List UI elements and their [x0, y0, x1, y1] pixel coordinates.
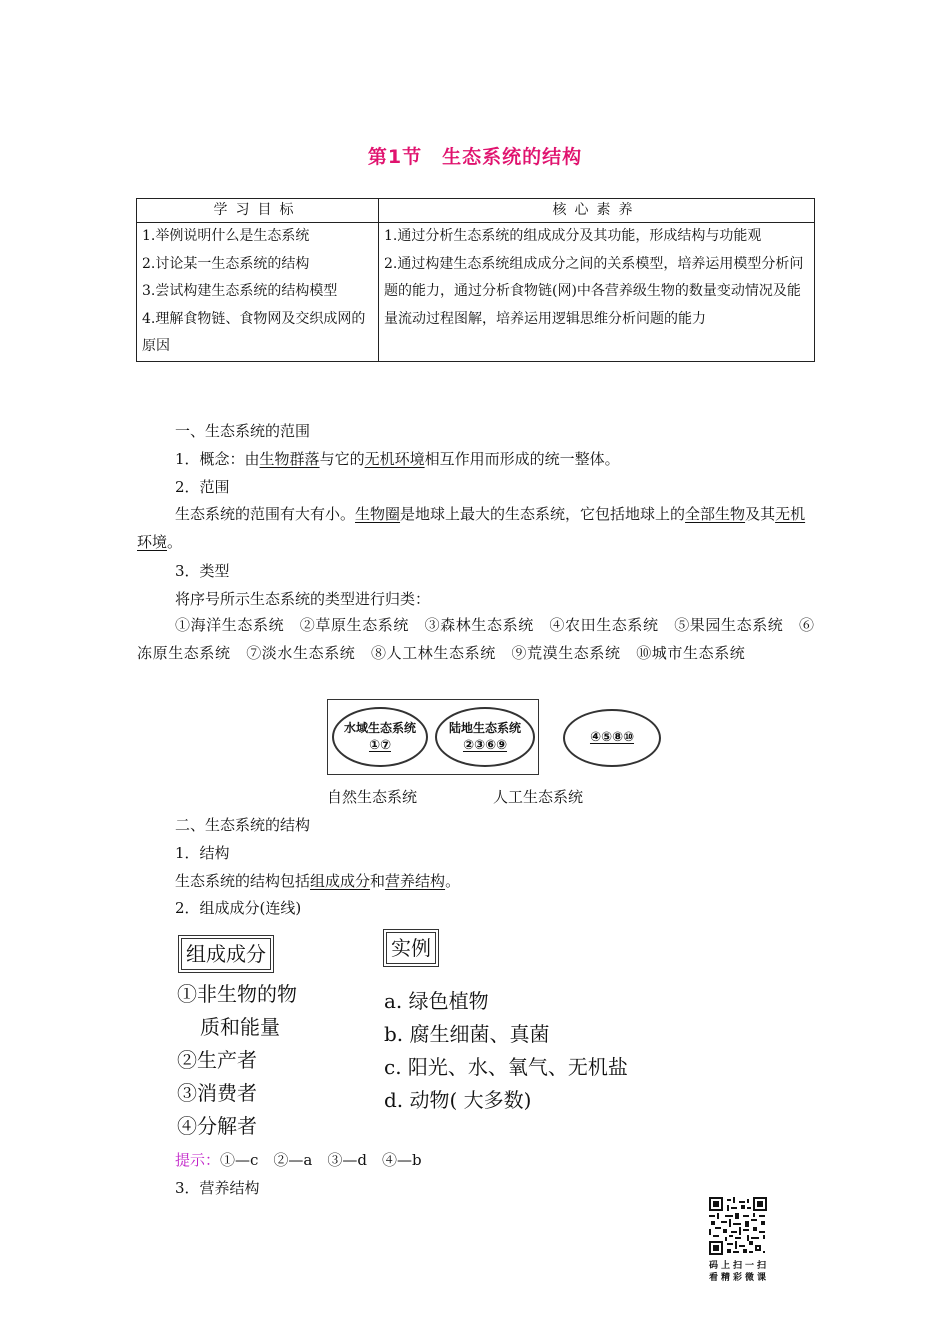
- artificial-ecosystem-ellipse: [563, 709, 661, 767]
- range-paragraph: 生态系统的范围有大有小。生物圈是地球上最大的生态系统，它包括地球上的全部生物及其无机环境。: [137, 505, 806, 551]
- component-item: ③消费者: [177, 1081, 257, 1105]
- example-item: d. 动物( 大多数): [384, 1088, 532, 1112]
- water-ecosystem-ellipse: [332, 707, 428, 767]
- example-item: b. 腐生细菌、真菌: [384, 1022, 550, 1046]
- qr-caption-scan: 码上扫一扫: [708, 1261, 769, 1271]
- water-ecosystem-numbers: ①⑦: [368, 738, 391, 753]
- component-item: ④分解者: [177, 1114, 257, 1138]
- component-item: 质和能量: [200, 1015, 280, 1039]
- learning-goal: 4.理解食物链、食物网及交织成网的原因: [142, 310, 366, 354]
- land-ecosystem-label: 陆地生态系统: [448, 721, 521, 735]
- core-competency: 2.通过构建生态系统组成成分之间的关系模型，培养运用模型分析问题的能力，通过分析食物链(网)中各营养级生物的数量变动情况及能量流动过程图解，培养运用逻辑思维分析问题的能力: [384, 255, 804, 327]
- term-trophic-structure: 营养结构: [385, 872, 446, 890]
- concept-line: 1．概念：由生物群落与它的无机环境相互作用而形成的统一整体。: [175, 450, 620, 468]
- core-competencies-cell: [379, 223, 815, 362]
- section-1-heading: 一、生态系统的范围: [175, 422, 311, 440]
- hint-text: ①—c ②—a ③—d ④—b: [220, 1151, 422, 1169]
- land-ecosystem-numbers: ②③⑥⑨: [462, 738, 508, 753]
- learning-goal: 2.讨论某一生态系统的结构: [142, 255, 310, 272]
- example-item: a. 绿色植物: [384, 989, 489, 1013]
- learning-goal: 3.尝试构建生态系统的结构模型: [142, 283, 338, 299]
- qr-code-icon[interactable]: [709, 1197, 767, 1255]
- natural-ecosystem-caption: 自然生态系统: [327, 788, 418, 806]
- term-biosphere: 生物圈: [355, 505, 401, 523]
- type-heading: 3．类型: [175, 562, 230, 580]
- section-2-heading: 二、生态系统的结构: [175, 816, 311, 834]
- component-item: ②生产者: [177, 1048, 257, 1072]
- example-item: c. 阳光、水、氧气、无机盐: [384, 1055, 628, 1079]
- table-head-core-competencies: 核心素养: [379, 199, 815, 223]
- term-all-organisms: 全部生物: [685, 505, 746, 523]
- term-components: 组成成分: [310, 872, 371, 890]
- qr-caption-watch: 看精彩微课: [708, 1273, 769, 1283]
- learning-goal: 1.举例说明什么是生态系统: [142, 228, 310, 244]
- examples-header: 实例: [386, 932, 436, 964]
- hint-label: 提示：: [175, 1151, 221, 1169]
- answer-hint: [175, 1149, 422, 1170]
- type-intro: 将序号所示生态系统的类型进行归类：: [175, 590, 431, 608]
- components-heading: 2．组成成分(连线): [175, 899, 302, 917]
- structure-heading: 1．结构: [175, 844, 230, 862]
- table-head-learning-goals: 学习目标: [137, 199, 379, 223]
- term-biocommunity: 生物群落: [259, 450, 320, 468]
- structure-line: 生态系统的结构包括组成成分和营养结构。: [175, 872, 461, 890]
- type-list: ①海洋生态系统 ②草原生态系统 ③森林生态系统 ④农田生态系统 ⑤果园生态系统 ⑥冻原生态系统 ⑦淡水生态系统 ⑧人工林生态系统 ⑨荒漠生态系统 ⑩城市生态系统: [137, 616, 815, 662]
- page-title: 第1节 生态系统的结构: [367, 146, 583, 168]
- artificial-ecosystem-numbers: ④⑤⑧⑩: [589, 730, 635, 745]
- goals-table: [136, 198, 815, 362]
- range-heading: 2．范围: [175, 478, 230, 496]
- water-ecosystem-label: 水域生态系统: [343, 721, 416, 735]
- learning-goals-cell: [137, 223, 379, 362]
- land-ecosystem-ellipse: [435, 707, 535, 767]
- term-abiotic-environment: 无机环境: [137, 505, 806, 551]
- core-competency: 1.通过分析生态系统的组成成分及其功能，形成结构与功能观: [384, 228, 762, 244]
- component-item: ①非生物的物: [177, 982, 297, 1006]
- components-header: 组成成分: [181, 938, 271, 970]
- artificial-ecosystem-caption: 人工生态系统: [493, 788, 584, 806]
- term-abiotic-environment: 无机环境: [364, 450, 425, 468]
- trophic-structure-heading: 3．营养结构: [175, 1179, 260, 1197]
